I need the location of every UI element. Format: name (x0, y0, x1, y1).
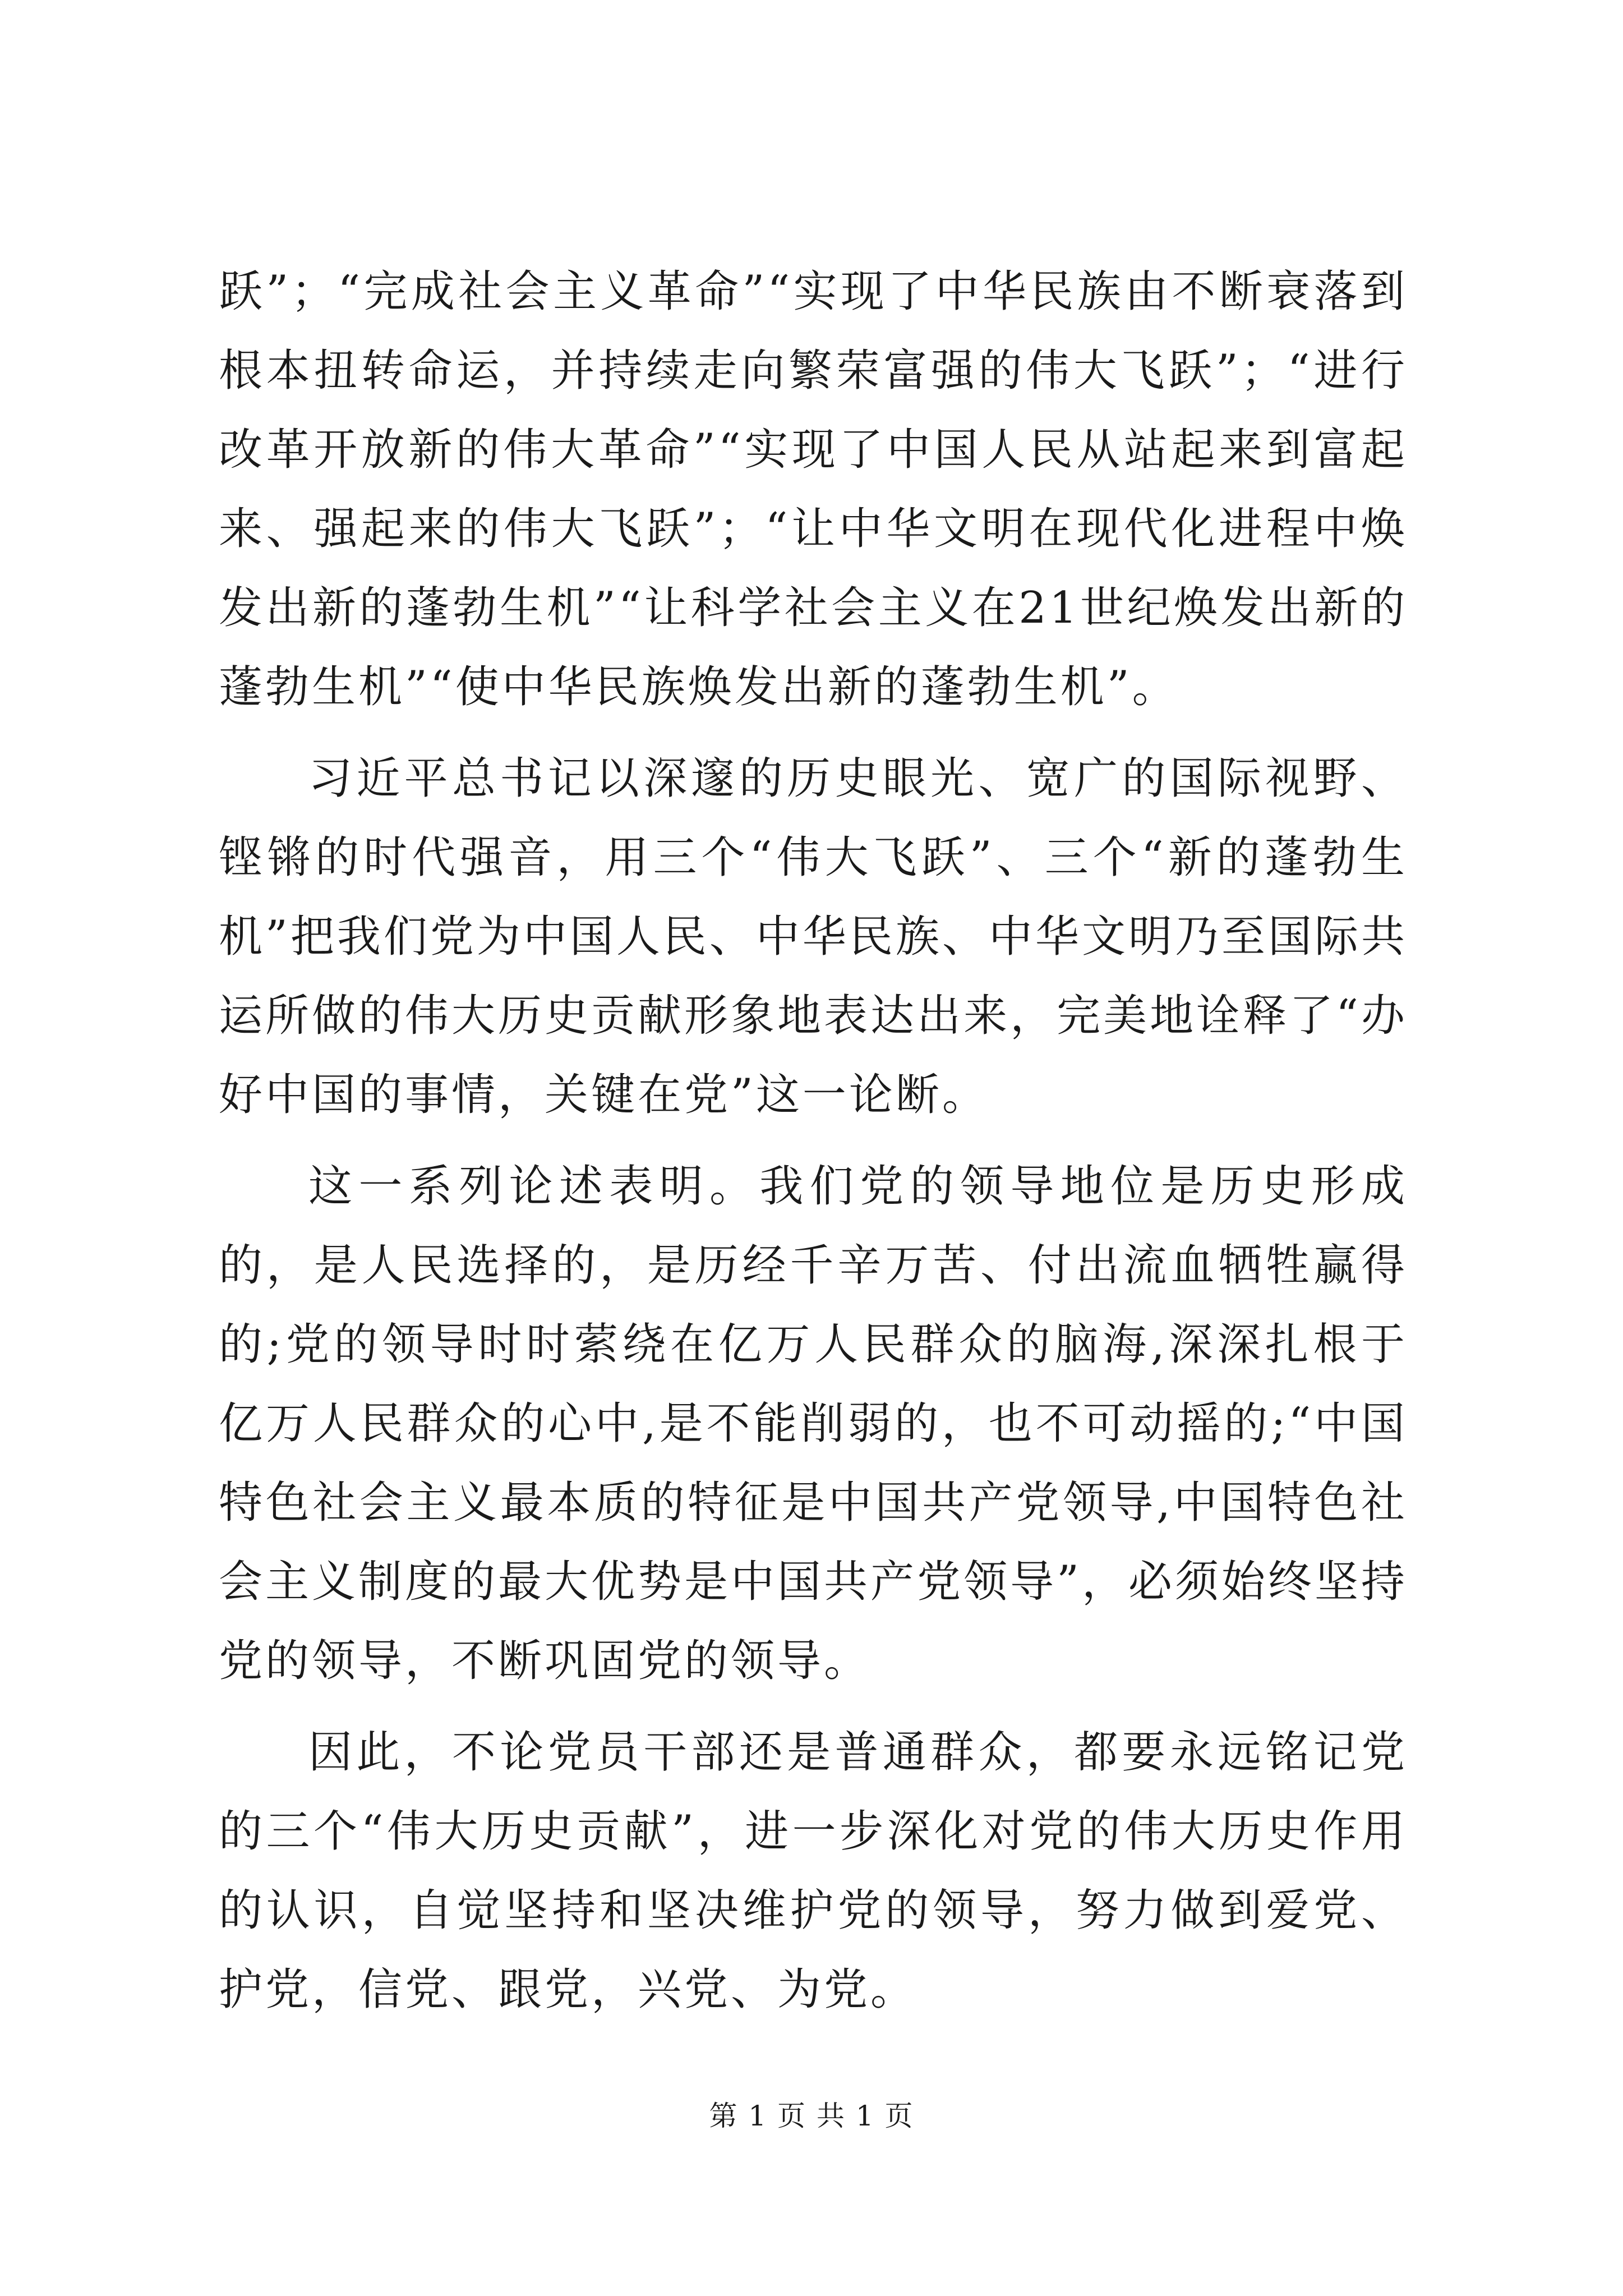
document-body (219, 252, 1408, 2042)
paragraph-3: 这一系列论述表明。我们党的领导地位是历史形成的，是人民选择的，是历经千辛万苦、付出流血牺牲赢得的;党的领导时时萦绕在亿万人民群众的脑海,深深扎根于亿万人民群众的心中,是不能削弱的，也不可动摇的;“中国特色社会主义最本质的特征是中国共产党领导,中国特色社会主义制度的最大优势是中国共产党领导”，必须始终坚持党的领导，不断巩固党的领导。 (219, 1161, 1408, 1686)
page-footer: 第 1 页 共 1 页 (709, 2100, 914, 2132)
paragraph-4: 因此，不论党员干部还是普通群众，都要永远铭记党的三个“伟大历史贡献”，进一步深化对党的伟大历史作用的认识，自觉坚持和坚决维护党的领导，努力做到爱党、护党，信党、跟党，兴党、为党。 (219, 1727, 1408, 2015)
paragraph-2: 习近平总书记以深邃的历史眼光、宽广的国际视野、铿锵的时代强音，用三个“伟大飞跃”、三个“新的蓬勃生机”把我们党为中国人民、中华民族、中华文明乃至国际共运所做的伟大历史贡献形象地表达出来，完美地诠释了“办好中国的事情，关键在党”这一论断。 (219, 753, 1408, 1120)
paragraph-1: 跃”；“完成社会主义革命”“实现了中华民族由不断衰落到根本扭转命运，并持续走向繁荣富强的伟大飞跃”；“进行改革开放新的伟大革命”“实现了中国人民从站起来到富起来、强起来的伟大飞跃”；“让中华文明在现代化进程中焕发出新的蓬勃生机”“让科学社会主义在21世纪焕发出新的蓬勃生机”“使中华民族焕发出新的蓬勃生机”。 (219, 266, 1408, 712)
